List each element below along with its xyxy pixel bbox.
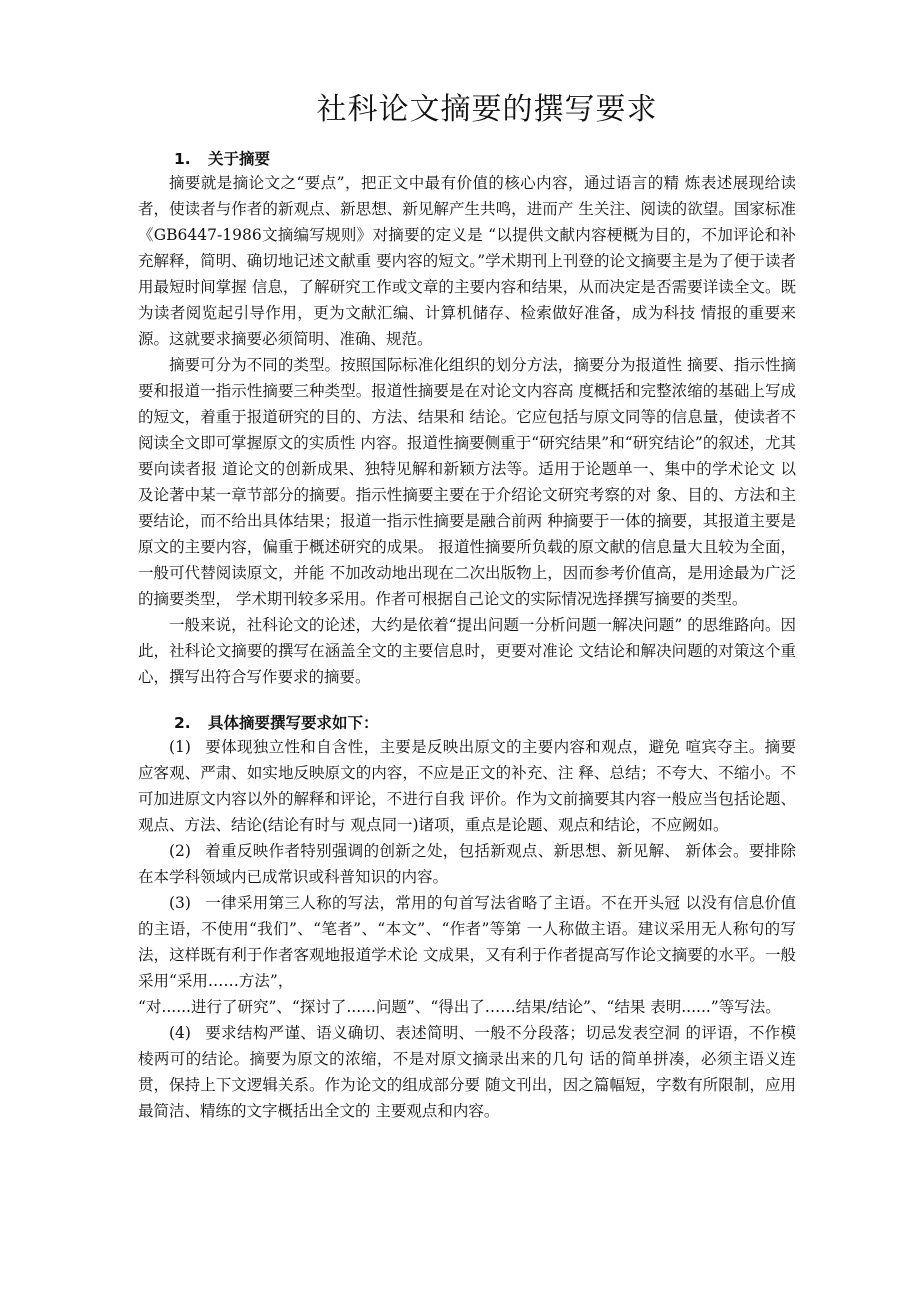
item-4-marker: (4) (169, 1024, 191, 1042)
requirement-item-4 (138, 1020, 796, 1124)
item-2-marker: (2) (169, 842, 191, 860)
requirement-item-1 (138, 734, 796, 838)
requirement-item-3 (138, 890, 796, 994)
document-title: 社科论文摘要的撰写要求 (316, 92, 658, 127)
requirement-item-2 (138, 838, 796, 890)
section-2-heading (138, 712, 796, 734)
section-1-number: 1. (174, 150, 191, 168)
section-1-paragraph-3: 一般来说，社科论文的论述，大约是依着“提出问题一分析问题一解决问题” 的思维路向。因此，社科论文摘要的撰写在涵盖全文的主要信息时，更要对准论 文结论和解决问题的对策这个重心，撰写出符合写作要求的摘要。 (138, 616, 796, 686)
item-4-text: 要求结构严谨、语义确切、表述简明、一般不分段落；切忌发表空洞 的评语，不作模棱两可的结论。摘要为原文的浓缩，不是对原文摘录出来的几句 话的简单拼凑，必须主语义连贯，保持上下文逻辑关系。作为论文的组成部分要 随文刊出，因之篇幅短，字数有所限制，应用最简洁、精练的文字概括出全文的 主要观点和内容。 (138, 1024, 796, 1120)
section-1-paragraph-1: 摘要就是摘论文之“要点”，把正文中最有价值的核心内容，通过语言的精 炼表述展现给读者，使读者与作者的新观点、新思想、新见解产生共鸣，进而产 生关注、阅读的欲望。国家标准《GB6447-1986文摘编写规则》对摘要的定义是 “以提供文献内容梗概为目的，不加评论和补充解释，简明、确切地记述文献重 要内容的短文。”学术期刊上刊登的论文摘要主是为了便于读者用最短时间掌握 信息，了解研究工作或文章的主要内容和结果，从而决定是否需要详读全文。既 为读者阅览起引导作用，更为文献汇编、计算机储存、检索做好准备，成为科技 情报的重要来源。这就要求摘要必须简明、准确、规范。 (138, 174, 796, 348)
section-spacer (138, 690, 796, 712)
item-1-text: 要体现独立性和自含性，主要是反映出原文的主要内容和观点，避免 喧宾夺主。摘要应客观、严肃、如实地反映原文的内容，不应是正文的补充、注 释、总结；不夸大、不缩小。不可加进原文内容以外的解释和评论，不进行自我 评价。作为文前摘要其内容一般应当包括论题、观点、方法、结论(结论有时与 观点同一)诸项，重点是论题、观点和结论，不应阙如。 (138, 738, 796, 834)
section-2-title: 具体摘要撰写要求如下： (208, 714, 379, 732)
section-1-paragraph-2: 摘要可分为不同的类型。按照国际标准化组织的划分方法，摘要分为报道性 摘要、指示性摘要和报道一指示性摘要三种类型。报道性摘要是在对论文内容高 度概括和完整浓缩的基础上写成的短文，着重于报道研究的目的、方法、结果和 结论。它应包括与原文同等的信息量，使读者不阅读全文即可掌握原文的实质性 内容。报道性摘要侧重于“研究结果”和“研究结论”的叙述，尤其要向读者报 道论文的创新成果、独特见解和新颖方法等。适用于论题单一、集中的学术论文 以及论著中某一章节部分的摘要。指示性摘要主要在于介绍论文研究考察的对 象、目的、方法和主要结论，而不给出具体结果；报道一指示性摘要是融合前两 种摘要于一体的摘要，其报道主要是原文的主要内容，偏重于概述研究的成果。 报道性摘要所负载的原文献的信息量大且较为全面，一般可代替阅读原文，并能 不加改动地出现在二次出版物上，因而参考价值高，是用途最为广泛的摘要类型， 学术期刊较多采用。作者可根据自己论文的实际情况选择撰写摘要的类型。 (138, 356, 796, 608)
section-1-title: 关于摘要 (208, 150, 271, 168)
item-3-text: 一律采用第三人称的写法，常用的句首写法省略了主语。不在开头冠 以没有信息价值的主语，不使用“我们”、“笔者”、“本文”、“作者”等第 一人称做主语。建议采用无人称句的写法，这样既有利于作者客观地报道学术论 文成果，又有利于作者提高写作论文摘要的水平。一般采用“采用……方法”， (138, 894, 796, 990)
section-1-heading (138, 148, 796, 170)
item-2-text: 着重反映作者特别强调的创新之处，包括新观点、新思想、新见解、 新体会。要排除在本学科领域内已成常识或科普知识的内容。 (138, 842, 796, 886)
section-2-number: 2. (174, 714, 191, 732)
item-3-marker: (3) (169, 894, 191, 912)
item-1-marker: (1) (169, 738, 191, 756)
document-page (138, 84, 796, 1124)
requirement-item-3-continuation: “对......进行了研究”、“探讨了......问题”、“得出了……结果/结论”、“结果 表明......”等写法。 (138, 998, 781, 1016)
